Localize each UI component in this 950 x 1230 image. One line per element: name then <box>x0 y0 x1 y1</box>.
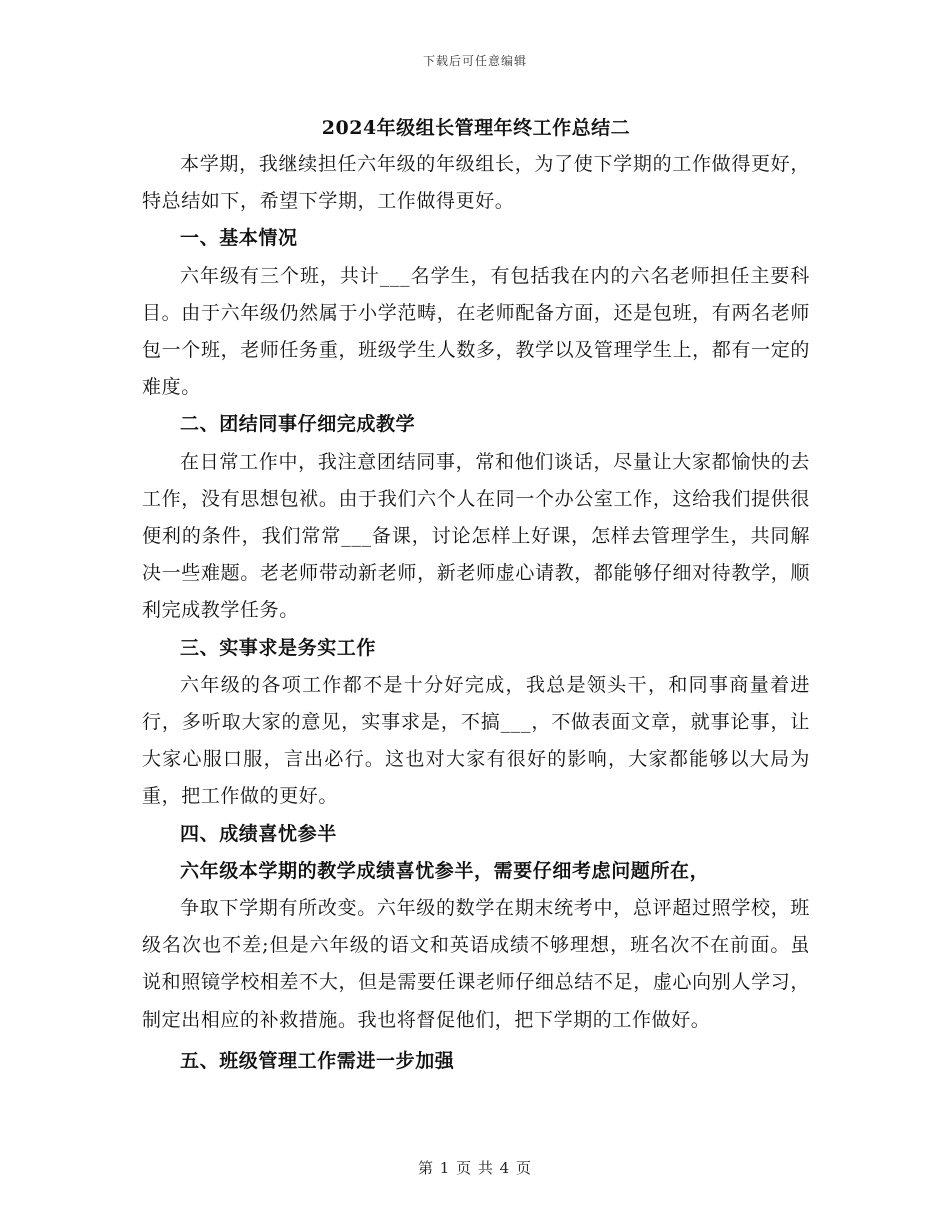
page-footer: 第 1 页 共 4 页 <box>418 1159 532 1177</box>
section-heading-2: 二、团结同事仔细完成教学 <box>180 413 416 436</box>
header-note: 下载后可任意编辑 <box>422 54 527 68</box>
section-bold-paragraph-4: 六年级本学期的教学成绩喜忧参半，需要仔细考虑问题所在， <box>180 859 710 882</box>
section-heading-5: 五、班级管理工作需进一步加强 <box>180 1049 455 1072</box>
section-heading-3: 三、实事求是务实工作 <box>180 636 377 659</box>
intro-paragraph: 本学期，我继续担任六年级的年级组长，为了使下学期的工作做得更好，特总结如下，希望下学期，工作做得更好。 <box>142 153 810 213</box>
document-title: 2024年级组长管理年终工作总结二 <box>321 117 631 139</box>
section-paragraph-1: 六年级有三个班，共计___名学生，有包括我在内的六名老师担任主要科目。由于六年级仍然属于小学范畴，在老师配备方面，还是包班，有两名老师包一个班，老师任务重，班级学生人数多，教学以及管理学生上，都有一定的难度。 <box>142 264 810 399</box>
document-body <box>142 110 810 1080</box>
section-paragraph-3: 六年级的各项工作都不是十分好完成，我总是领头干，和同事商量着进行，多听取大家的意见，实事求是，不搞___，不做表面文章，就事论事，让大家心服口服，言出必行。这也对大家有很好的影响，大家都能够以大局为重，把工作做的更好。 <box>142 673 810 808</box>
section-heading-1: 一、基本情况 <box>180 227 298 250</box>
section-heading-4: 四、成绩喜忧参半 <box>180 822 337 845</box>
section-paragraph-2: 在日常工作中，我注意团结同事，常和他们谈话，尽量让大家都愉快的去工作，没有思想包袱。由于我们六个人在同一个办公室工作，这给我们提供很便利的条件，我们常常___备课，讨论怎样上好课，怎样去管理学生，共同解决一些难题。老老师带动新老师，新老师虚心请教，都能够仔细对待教学，顺利完成教学任务。 <box>142 450 810 622</box>
section-paragraph-4: 争取下学期有所改变。六年级的数学在期末统考中，总评超过照学校，班级名次也不差;但是六年级的语文和英语成绩不够理想，班名次不在前面。虽说和照镜学校相差不大，但是需要任课老师仔细总结不足，虚心向别人学习，制定出相应的补救措施。我也将督促他们，把下学期的工作做好。 <box>142 897 810 1031</box>
